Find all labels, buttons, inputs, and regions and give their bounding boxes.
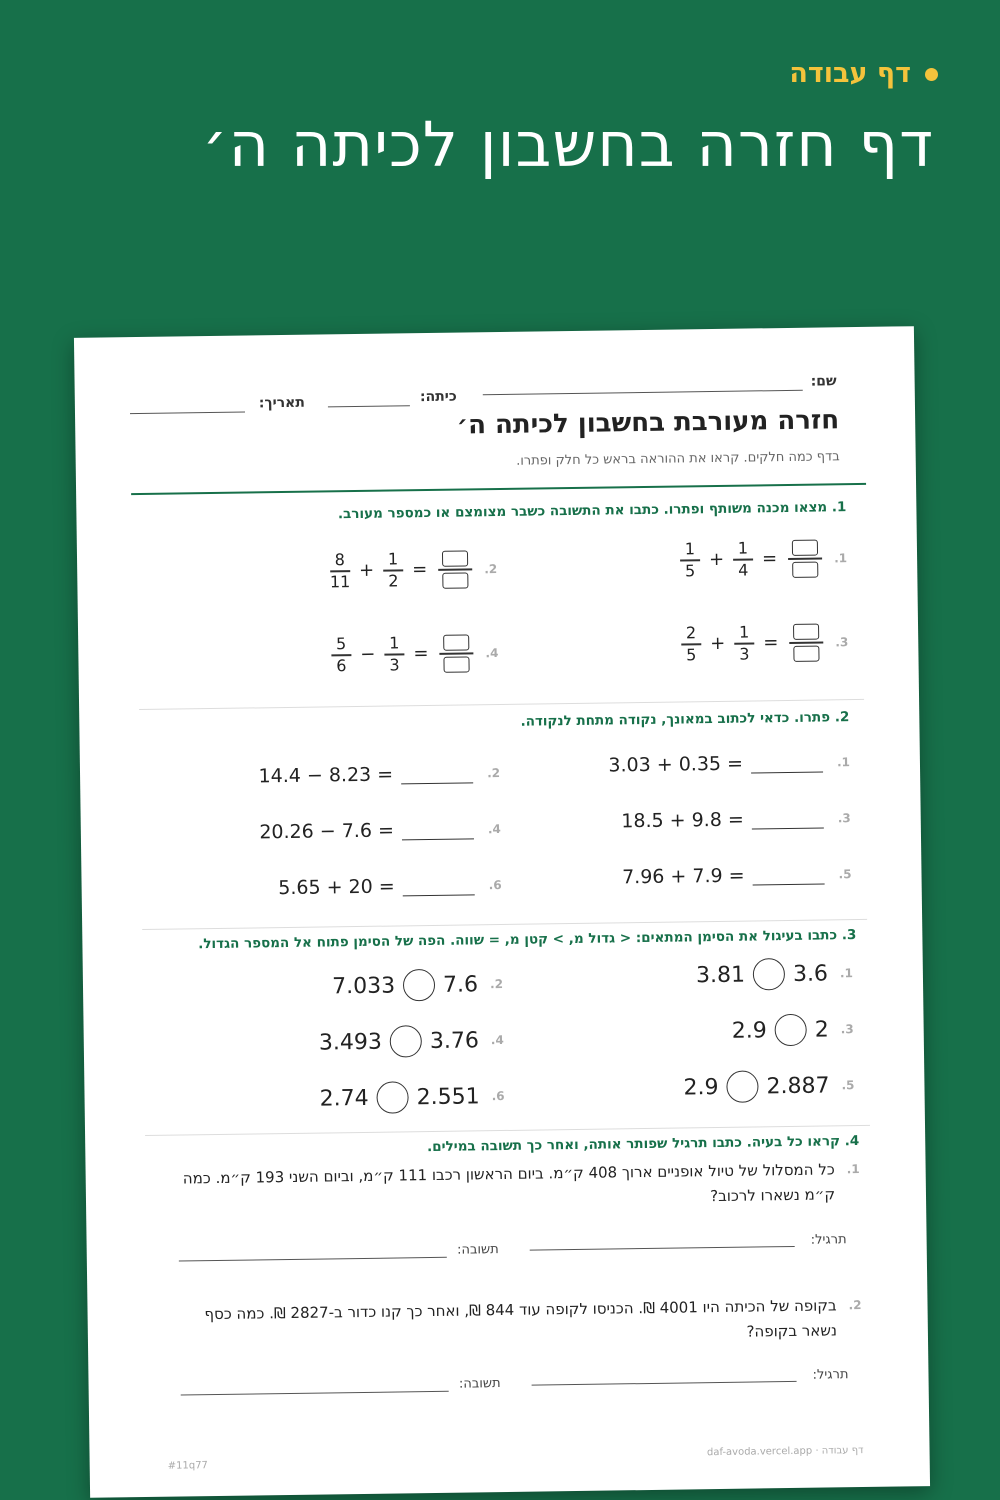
- word-problem-1: [175, 1157, 861, 1217]
- decimal-problem-1: [608, 751, 850, 776]
- fraction-denominator: 5: [686, 644, 697, 664]
- top-tag: [789, 58, 938, 89]
- name-label: שם:: [810, 373, 837, 390]
- hero-title: דף חזרה בחשבון לכיתה ה׳: [201, 108, 934, 181]
- sheet-subtitle: בדף כמה חלקים. קראו את ההוראה בראש כל חלק ופתרו.: [516, 449, 840, 469]
- word-problem-2: [176, 1293, 862, 1353]
- problem-number: 1.: [846, 1162, 860, 1177]
- word-problem-text: כל המסלול של טיול אופניים ארוך 408 ק״מ. ביום הראשון רכבו 111 ק״מ, וביום השני 193 ק״מ. כמה ק״מ נשארו לרכוב?: [182, 1160, 836, 1206]
- fraction-numerator: 1: [737, 538, 749, 558]
- answer-blank[interactable]: [403, 876, 475, 896]
- answer-circle[interactable]: [376, 1081, 408, 1113]
- answer-circle[interactable]: [390, 1025, 422, 1057]
- compare-left: 2.9: [731, 1017, 767, 1044]
- word-answer-line[interactable]: [181, 1391, 449, 1396]
- compare-left: 2.9: [683, 1074, 719, 1100]
- answer-circle[interactable]: [726, 1070, 758, 1102]
- answer-blank[interactable]: [402, 820, 474, 840]
- fraction-numerator: 1: [738, 622, 750, 642]
- section-divider: [139, 699, 864, 710]
- fraction-denominator: 11: [329, 571, 351, 591]
- problem-number: 3.: [837, 811, 851, 826]
- compare-right: 2.887: [766, 1072, 830, 1099]
- decimal-problem-5: [622, 863, 852, 888]
- fraction-denominator: 2: [388, 570, 399, 591]
- problem-number: 2.: [848, 1298, 862, 1313]
- compare-left: 3.81: [695, 962, 746, 988]
- decimal-expression: 20.26 − 7.6 =: [259, 819, 395, 844]
- answer-circle[interactable]: [753, 958, 785, 990]
- decimal-expression: 3.03 + 0.35 =: [608, 752, 744, 777]
- fraction-problem-2: 2. $\frac{8}{11}$ + $\frac{1}{2}$ =: [329, 549, 498, 591]
- fraction-numerator: 5: [335, 634, 347, 654]
- footer-code: #11q77: [167, 1460, 208, 1472]
- fraction-denominator: 3: [389, 654, 400, 675]
- problem-number: 1.: [839, 966, 853, 981]
- decimal-expression: 5.65 + 20 =: [278, 875, 395, 900]
- compare-right: 2.551: [416, 1083, 480, 1110]
- problem-number: 4.: [485, 645, 499, 660]
- fraction-numerator: 1: [388, 633, 400, 653]
- compare-problem-5: [683, 1069, 854, 1103]
- problem-number: 4.: [487, 822, 501, 837]
- decimal-expression: 18.5 + 9.8 =: [621, 808, 744, 833]
- class-label: כיתה:: [419, 388, 457, 406]
- exercise-answer-line[interactable]: [530, 1246, 795, 1251]
- section2-instruction: 2. פתרו. כדאי לכתוב במאונך, נקודה מתחת לנקודה.: [520, 709, 850, 730]
- answer-blank[interactable]: [752, 809, 824, 829]
- answer-label: תשובה:: [458, 1376, 501, 1392]
- word-problem-text: בקופה של הכיתה היו 4001 ₪. הכניסו לקופה עוד 844 ₪, ואחר כך קנו כדור ב-2827 ₪. כמה כסף נשאר בקופה?: [204, 1296, 838, 1341]
- date-field-line[interactable]: [130, 412, 245, 415]
- name-field-line[interactable]: [483, 390, 803, 395]
- compare-right: 3.6: [792, 960, 829, 987]
- exercise-label: תרגיל:: [812, 1367, 849, 1383]
- answer-fraction-box[interactable]: [439, 634, 474, 672]
- problem-number: 2.: [487, 766, 501, 781]
- fraction-problem-3: 3. $\frac{2}{5}$ + $\frac{1}{3}$ =: [679, 623, 849, 663]
- problem-number: 3.: [840, 1022, 854, 1037]
- problem-number: 2.: [489, 976, 504, 992]
- decimal-problem-2: [258, 762, 500, 787]
- decimal-expression: 14.4 − 8.23 =: [258, 763, 394, 788]
- compare-problem-3: [732, 1013, 854, 1047]
- tag-label: דף עבודה: [789, 58, 911, 89]
- answer-fraction-box[interactable]: [788, 539, 823, 577]
- problem-number: 5.: [838, 867, 852, 882]
- sheet-title: חזרה מעורבת בחשבון לכיתה ה׳: [456, 405, 840, 441]
- fraction-problem-4: 4. $\frac{5}{6}$ − $\frac{1}{3}$ =: [329, 634, 499, 674]
- operator: −: [360, 643, 376, 666]
- compare-left: 3.493: [318, 1029, 383, 1056]
- operator: +: [708, 549, 725, 571]
- problem-number: 1.: [834, 550, 848, 566]
- decimal-problem-4: [259, 818, 501, 843]
- operator: +: [710, 633, 726, 655]
- fraction-numerator: 8: [334, 550, 345, 570]
- answer-blank[interactable]: [751, 753, 823, 773]
- footer-site: דף עבודה · daf-avoda.vercel.app: [706, 1445, 864, 1459]
- compare-problem-2: [332, 968, 503, 1002]
- problem-number: 4.: [490, 1032, 504, 1048]
- answer-fraction-box[interactable]: [438, 550, 473, 588]
- answer-label: תשובה:: [456, 1242, 499, 1258]
- fraction-numerator: 2: [685, 623, 697, 643]
- answer-circle[interactable]: [403, 969, 435, 1001]
- compare-right: 7.6: [442, 971, 479, 998]
- date-label: תאריך:: [258, 394, 305, 412]
- fraction-denominator: 4: [738, 560, 749, 580]
- problem-number: 3.: [835, 634, 849, 650]
- bullet-dot-icon: [925, 68, 938, 81]
- problem-number: 6.: [488, 878, 502, 893]
- word-answer-line[interactable]: [179, 1257, 447, 1262]
- compare-left: 7.033: [331, 973, 396, 999]
- fraction-denominator: 6: [336, 655, 347, 675]
- compare-right: 2: [814, 1016, 829, 1043]
- fraction-numerator: 1: [387, 549, 399, 569]
- answer-blank[interactable]: [401, 764, 473, 784]
- compare-problem-1: [696, 957, 853, 991]
- problem-number: 5.: [841, 1078, 855, 1093]
- compare-problem-6: [319, 1080, 504, 1115]
- section4-instruction: 4. קראו כל בעיה. כתבו תרגיל שפותר אותה, ואחר כך תשובה במילים.: [426, 1133, 860, 1156]
- exercise-label: תרגיל:: [810, 1232, 847, 1248]
- class-field-line[interactable]: [328, 405, 410, 407]
- fraction-denominator: 3: [739, 644, 750, 664]
- compare-problem-4: [319, 1024, 504, 1059]
- compare-left: 2.74: [319, 1085, 369, 1112]
- problem-number: 2.: [484, 561, 498, 576]
- section1-instruction: 1. מצאו מכנה משותף ופתרו. כתבו את התשובה כשבר מצומצם או כמספר מעורב.: [337, 499, 847, 523]
- operator: +: [358, 560, 375, 582]
- problem-number: 1.: [836, 755, 851, 770]
- decimal-expression: 7.96 + 7.9 =: [621, 864, 745, 889]
- problem-number: 6.: [491, 1088, 505, 1104]
- answer-circle[interactable]: [775, 1014, 807, 1046]
- section3-instruction: 3. כתבו בעיגול את הסימן המתאים: < גדול מ, > קטן מ, = שווה. הפה של הסימן פתוח אל המספר הגדול.: [198, 927, 857, 953]
- answer-blank[interactable]: [752, 865, 824, 885]
- fraction-numerator: 1: [684, 539, 696, 559]
- answer-fraction-box[interactable]: [789, 623, 824, 661]
- decimal-problem-6: [278, 874, 502, 899]
- exercise-answer-line[interactable]: [532, 1381, 797, 1386]
- fraction-denominator: 5: [684, 560, 696, 580]
- worksheet-paper: [74, 326, 930, 1498]
- header-divider: [131, 483, 866, 495]
- compare-right: 3.76: [429, 1027, 480, 1054]
- fraction-problem-1: 1. $\frac{1}{5}$ + $\frac{1}{4}$ =: [678, 539, 848, 579]
- decimal-problem-3: [621, 807, 851, 832]
